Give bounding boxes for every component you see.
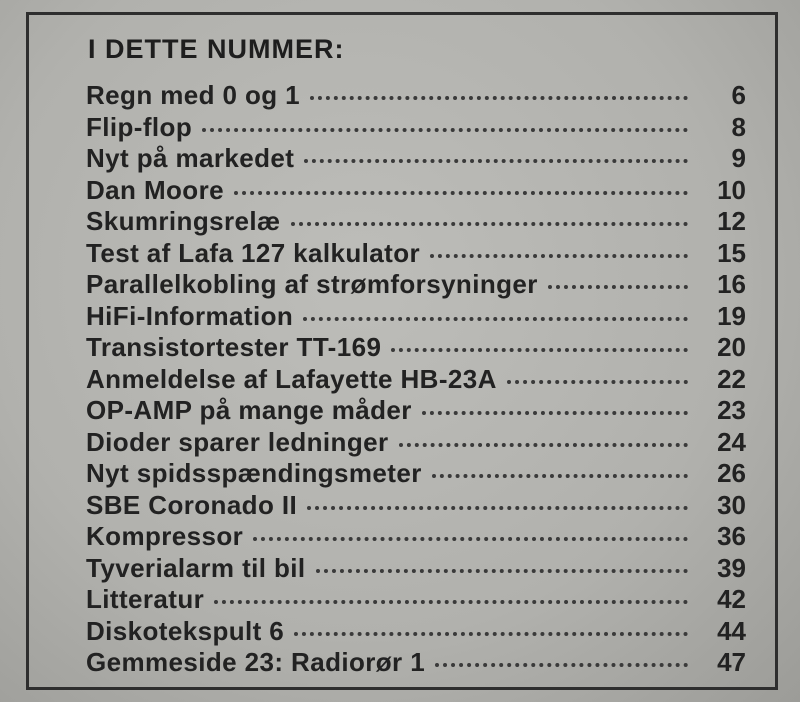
toc-entry bbox=[86, 238, 746, 270]
toc-entry-page-number: 23 bbox=[717, 395, 746, 425]
toc-entry bbox=[86, 490, 746, 522]
toc-entry-page-number: 12 bbox=[717, 206, 746, 236]
toc-entry-title: Tyverialarm til bil bbox=[86, 552, 306, 583]
toc-entry-title: Regn med 0 og 1 bbox=[86, 80, 301, 110]
dot-leader bbox=[303, 317, 688, 321]
toc-entry-title: Test af Lafa 127 kalkulator bbox=[86, 237, 421, 268]
toc-entry bbox=[86, 521, 746, 553]
toc-entry-title: Litteratur bbox=[86, 584, 205, 614]
dot-leader bbox=[432, 474, 688, 478]
toc-entry-title: Skumringsrelæ bbox=[86, 206, 281, 236]
dot-leader bbox=[214, 600, 688, 604]
toc-entry-page-number: 15 bbox=[717, 237, 746, 268]
dot-leader bbox=[435, 663, 688, 667]
toc-entry bbox=[86, 427, 746, 459]
toc-entry bbox=[86, 553, 746, 585]
dot-leader bbox=[234, 191, 688, 195]
toc-entry-title: Gemmeside 23: Radiorør 1 bbox=[86, 647, 426, 677]
toc-entry bbox=[86, 332, 746, 364]
toc-entry-page-number: 44 bbox=[717, 615, 746, 646]
dot-leader bbox=[422, 411, 688, 415]
toc-entry-title: Diskotekspult 6 bbox=[86, 615, 285, 646]
toc-entry-page-number: 24 bbox=[717, 426, 746, 457]
toc-entry-page-number: 47 bbox=[717, 647, 746, 677]
toc-entry-title: Nyt spidsspændingsmeter bbox=[86, 458, 422, 488]
dot-leader bbox=[430, 254, 688, 258]
toc-list bbox=[86, 80, 746, 679]
toc-entry-title: Anmeldelse af Lafayette HB-23A bbox=[86, 363, 497, 394]
toc-entry-page-number: 22 bbox=[717, 363, 746, 394]
dot-leader bbox=[316, 569, 688, 573]
toc-entry bbox=[86, 269, 746, 301]
toc-entry-page-number: 39 bbox=[717, 552, 746, 583]
dot-leader bbox=[399, 443, 689, 447]
toc-entry-title: Dioder sparer ledninger bbox=[86, 426, 389, 457]
toc-entry-title: Dan Moore bbox=[86, 174, 224, 205]
toc-entry-page-number: 6 bbox=[731, 80, 746, 110]
toc-entry-title: HiFi-Information bbox=[86, 300, 294, 331]
toc-entry-page-number: 10 bbox=[717, 174, 746, 205]
toc-entry-title: Transistortester TT-169 bbox=[86, 332, 382, 362]
dot-leader bbox=[304, 159, 688, 163]
toc-heading: I DETTE NUMMER: bbox=[88, 34, 345, 64]
toc-entry bbox=[86, 175, 746, 207]
toc-entry bbox=[86, 301, 746, 333]
toc-entry-page-number: 26 bbox=[717, 458, 746, 488]
toc-entry-title: SBE Coronado II bbox=[86, 489, 298, 520]
toc-entry-page-number: 20 bbox=[717, 332, 746, 362]
toc-entry-page-number: 19 bbox=[717, 300, 746, 331]
toc-entry bbox=[86, 143, 746, 175]
toc-entry-page-number: 42 bbox=[717, 584, 746, 614]
dot-leader bbox=[507, 380, 688, 384]
toc-entry bbox=[86, 112, 746, 144]
toc-entry bbox=[86, 647, 746, 679]
dot-leader bbox=[391, 348, 688, 352]
toc-entry-title: Nyt på markedet bbox=[86, 143, 295, 173]
toc-entry-page-number: 8 bbox=[731, 111, 746, 142]
toc-entry bbox=[86, 616, 746, 648]
dot-leader bbox=[253, 537, 688, 541]
toc-entry bbox=[86, 395, 746, 427]
dot-leader bbox=[310, 96, 688, 100]
toc-entry-title: Parallelkobling af strømforsyninger bbox=[86, 269, 538, 299]
toc-entry bbox=[86, 80, 746, 112]
toc-entry-title: Kompressor bbox=[86, 521, 244, 551]
toc-entry-page-number: 30 bbox=[717, 489, 746, 520]
toc-entry-page-number: 36 bbox=[717, 521, 746, 551]
toc-entry-title: OP-AMP på mange måder bbox=[86, 395, 412, 425]
dot-leader bbox=[548, 285, 688, 289]
dot-leader bbox=[294, 632, 688, 636]
toc-entry bbox=[86, 364, 746, 396]
toc-entry-page-number: 16 bbox=[717, 269, 746, 299]
dot-leader bbox=[291, 222, 689, 226]
dot-leader bbox=[307, 506, 688, 510]
toc-entry bbox=[86, 458, 746, 490]
dot-leader bbox=[202, 128, 688, 132]
toc-entry-page-number: 9 bbox=[731, 143, 746, 173]
toc-entry bbox=[86, 584, 746, 616]
toc-entry bbox=[86, 206, 746, 238]
toc-entry-title: Flip-flop bbox=[86, 111, 193, 142]
